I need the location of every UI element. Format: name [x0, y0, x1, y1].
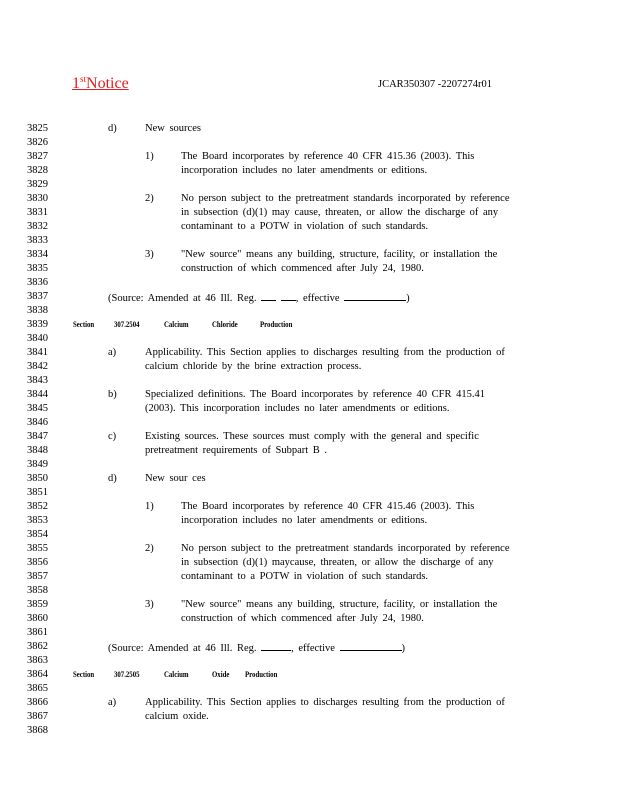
line-number: 3828 — [27, 165, 48, 176]
line-number: 3856 — [27, 557, 48, 568]
subsection-d-title: New sources — [145, 123, 201, 134]
line-number: 3845 — [27, 403, 48, 414]
source-note-text: (Source: Amended at 46 Ill. Reg. — [108, 643, 257, 654]
blank-line — [344, 291, 406, 301]
line-number: 3841 — [27, 347, 48, 358]
subsection-d-label: d) — [108, 123, 117, 134]
notice-number: 1 — [72, 75, 80, 92]
section-number: 307.2504 — [114, 320, 140, 329]
line-number: 3849 — [27, 459, 48, 470]
line-number: 3836 — [27, 277, 48, 288]
section-word: Section — [73, 320, 95, 329]
jcar-code: JCAR350307 -2207274r01 — [378, 79, 493, 90]
line-number: 3831 — [27, 207, 48, 218]
line-number: 3842 — [27, 361, 48, 372]
line-number: 3826 — [27, 137, 48, 148]
section-title-word: Production — [260, 320, 293, 329]
item-1-label: 1) — [145, 501, 154, 512]
subsection-c-label: c) — [108, 431, 117, 442]
line-number: 3847 — [27, 431, 48, 442]
line-number: 3840 — [27, 333, 48, 344]
line-number: 3860 — [27, 613, 48, 624]
line-number: 3829 — [27, 179, 48, 190]
subsection-b-label: b) — [108, 389, 117, 400]
line-number: 3866 — [27, 697, 48, 708]
notice-ordinal: st — [80, 74, 87, 84]
item-1-text-line: incorporation includes no later amendments or editions. — [181, 515, 428, 526]
source-note — [108, 291, 410, 305]
blank-line — [261, 291, 276, 301]
line-number: 3838 — [27, 305, 48, 316]
notice-heading — [72, 74, 139, 93]
line-number: 3854 — [27, 529, 48, 540]
source-close-paren: ) — [406, 293, 410, 304]
line-number: 3848 — [27, 445, 48, 456]
section-title-word: Production — [245, 670, 278, 679]
item-2-text-line: in subsection (d)(1) may cause, threaten, or allow the discharge of any — [181, 207, 499, 218]
subsection-a-text-line: calcium chloride by the brine extraction process. — [145, 361, 362, 372]
line-number: 3832 — [27, 221, 48, 232]
item-2-text-line: No person subject to the pretreatment standards incorporated by reference — [181, 543, 510, 554]
item-2-text-line: contaminant to a POTW in violation of such standards. — [181, 221, 429, 232]
section-title-word: Oxide — [212, 670, 230, 679]
source-note — [108, 641, 405, 655]
source-close-paren: ) — [401, 643, 406, 654]
subsection-c-text-line: Existing sources. These sources must comply with the general and specific — [145, 431, 479, 442]
blank-line — [261, 641, 291, 651]
subsection-a-label: a) — [108, 697, 117, 708]
line-number: 3833 — [27, 235, 48, 246]
line-number: 3846 — [27, 417, 48, 428]
section-word: Section — [73, 670, 95, 679]
line-number: 3851 — [27, 487, 48, 498]
line-number: 3858 — [27, 585, 48, 596]
item-3-label: 3) — [145, 599, 154, 610]
source-effective-text: , effective — [291, 643, 335, 654]
subsection-d-title: New sour ces — [145, 473, 206, 484]
section-number: 307.2505 — [114, 670, 140, 679]
line-number: 3850 — [27, 473, 48, 484]
line-number: 3825 — [27, 123, 48, 134]
item-3-text-line: "New source" means any building, structure, facility, or installation the — [181, 599, 498, 610]
blank-line — [281, 291, 296, 301]
item-3-text-line: construction of which commenced after July 24, 1980. — [181, 613, 424, 624]
item-2-text-line: in subsection (d)(1) maycause, threaten, or allow the discharge of any — [181, 557, 494, 568]
subsection-c-text-line: pretreatment requirements of Subpart B . — [145, 445, 328, 456]
line-number: 3867 — [27, 711, 48, 722]
blank-line — [340, 641, 402, 651]
line-number: 3862 — [27, 641, 48, 652]
subsection-d-label: d) — [108, 473, 117, 484]
item-1-text-line: incorporation includes no later amendments or editions. — [181, 165, 428, 176]
line-number: 3865 — [27, 683, 48, 694]
item-2-text-line: No person subject to the pretreatment standards incorporated by reference — [181, 193, 510, 204]
line-number: 3839 — [27, 319, 48, 330]
subsection-a-label: a) — [108, 347, 117, 358]
line-number: 3859 — [27, 599, 48, 610]
item-3-text-line: "New source" means any building, structure, facility, or installation the — [181, 249, 498, 260]
item-1-text-line: The Board incorporates by reference 40 CFR 415.36 (2003). This — [181, 151, 475, 162]
line-number: 3861 — [27, 627, 48, 638]
item-3-text-line: construction of which commenced after July 24, 1980. — [181, 263, 424, 274]
subsection-a-text-line: Applicability. This Section applies to discharges resulting from the production of — [145, 347, 505, 358]
item-2-label: 2) — [145, 193, 154, 204]
notice-word: Notice — [86, 75, 129, 92]
section-title-word: Calcium — [164, 670, 189, 679]
subsection-a-text-line: Applicability. This Section applies to discharges resulting from the production of — [145, 697, 505, 708]
line-number: 3852 — [27, 501, 48, 512]
line-number: 3863 — [27, 655, 48, 666]
section-title-word: Calcium — [164, 320, 189, 329]
line-number: 3855 — [27, 543, 48, 554]
line-number: 3834 — [27, 249, 48, 260]
line-number: 3868 — [27, 725, 48, 736]
line-number: 3864 — [27, 669, 48, 680]
item-1-label: 1) — [145, 151, 154, 162]
item-3-label: 3) — [145, 249, 154, 260]
line-number: 3844 — [27, 389, 48, 400]
section-title-word: Chloride — [212, 320, 238, 329]
subsection-b-text-line: Specialized definitions. The Board incorporates by reference 40 CFR 415.41 — [145, 389, 486, 400]
subsection-a-text-line: calcium oxide. — [145, 711, 209, 722]
line-number: 3853 — [27, 515, 48, 526]
line-number: 3857 — [27, 571, 48, 582]
line-number: 3843 — [27, 375, 48, 386]
source-effective-text: , effective — [295, 293, 340, 304]
item-2-label: 2) — [145, 543, 154, 554]
line-number: 3827 — [27, 151, 48, 162]
subsection-b-text-line: (2003). This incorporation includes no later amendments or editions. — [145, 403, 450, 414]
item-2-text-line: contaminant to a POTW in violation of such standards. — [181, 571, 429, 582]
line-number: 3835 — [27, 263, 48, 274]
item-1-text-line: The Board incorporates by reference 40 CFR 415.46 (2003). This — [181, 501, 475, 512]
line-number: 3830 — [27, 193, 48, 204]
source-note-text: (Source: Amended at 46 Ill. Reg. — [108, 293, 257, 304]
line-number: 3837 — [27, 291, 48, 302]
